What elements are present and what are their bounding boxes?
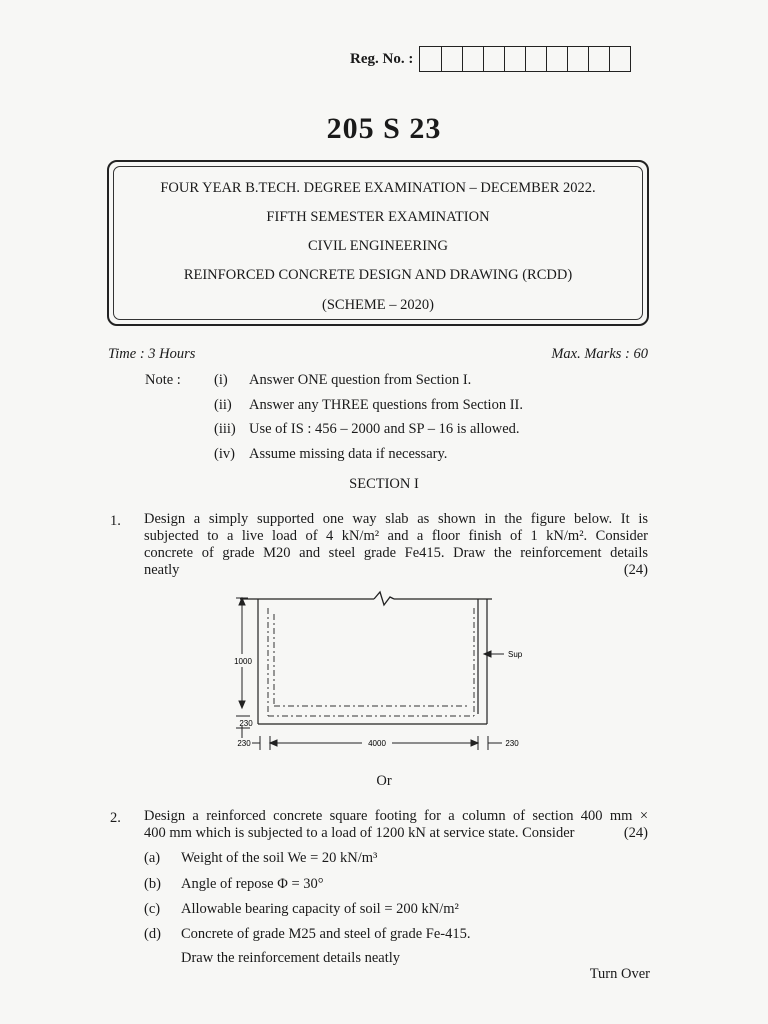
question-2-item-num: (b): [144, 876, 161, 892]
question-1-number: 1.: [110, 513, 121, 529]
semester-title: FIFTH SEMESTER EXAMINATION: [266, 209, 490, 225]
max-marks: Max. Marks : 60: [551, 346, 648, 362]
reg-box: [567, 47, 588, 71]
question-2-item-num: (c): [144, 901, 161, 917]
question-1-text: [144, 511, 648, 579]
reg-box: [420, 47, 441, 71]
time-allowed: Time : 3 Hours: [108, 346, 196, 362]
reg-box: [441, 47, 462, 71]
question-2-item-text: Angle of repose Φ = 30°: [181, 876, 324, 892]
section-heading: SECTION I: [349, 476, 419, 492]
subject-title: REINFORCED CONCRETE DESIGN AND DRAWING (RCDD): [183, 267, 573, 283]
reg-box: [546, 47, 567, 71]
note-item-num: (i): [214, 372, 228, 388]
slab-figure: [222, 588, 542, 764]
exam-title: FOUR YEAR B.TECH. DEGREE EXAMINATION – DECEMBER 2022.: [160, 180, 596, 196]
slab-inner-dashed: [268, 608, 474, 716]
note-item-num: (iii): [214, 421, 236, 437]
note-item-num: (ii): [214, 397, 232, 413]
question-2-line: 400 mm which is subjected to a load of 1200 kN at service state. Consider: [144, 825, 575, 841]
question-2-marks: (24): [623, 825, 648, 841]
question-2-item-text: Weight of the soil We = 20 kN/m³: [181, 850, 378, 866]
note-label: Note :: [145, 372, 181, 388]
turn-over: Turn Over: [589, 966, 650, 982]
question-2-closing: Draw the reinforcement details neatly: [181, 950, 401, 966]
reg-box: [588, 47, 609, 71]
reg-box: [483, 47, 504, 71]
slab-walls: [258, 599, 487, 724]
question-2-text: [144, 808, 648, 842]
question-1-line: Design a simply supported one way slab as shown in the figure below. It is: [144, 511, 648, 527]
dim-bottom-right-label: 230: [505, 739, 519, 748]
note-item-text: Assume missing data if necessary.: [249, 446, 448, 462]
or-divider: Or: [376, 773, 392, 789]
reg-box: [504, 47, 525, 71]
reg-boxes: [419, 46, 631, 72]
reg-label: Reg. No. :: [350, 50, 414, 67]
note-item-text: Answer any THREE questions from Section II.: [249, 397, 523, 413]
paper-code: 205 S 23: [326, 112, 442, 145]
branch-title: CIVIL ENGINEERING: [307, 238, 448, 254]
note-item-num: (iv): [214, 446, 235, 462]
slab-top-line: [240, 592, 492, 605]
question-2-item-num: (d): [144, 926, 161, 942]
question-1-marks: (24): [623, 562, 648, 578]
dim-left-support-label: 230: [239, 719, 253, 728]
question-2-line: Design a reinforced concrete square footing for a column of section 400 mm ×: [144, 808, 648, 824]
question-1-line: neatly: [144, 562, 180, 578]
question-2-item-num: (a): [144, 850, 161, 866]
support-label: Sup: [508, 650, 523, 659]
question-2-item-text: Concrete of grade M25 and steel of grade Fe-415.: [181, 926, 471, 942]
note-item-text: Use of IS : 456 – 2000 and SP – 16 is allowed.: [249, 421, 520, 437]
dim-left-height-label: 1000: [234, 657, 252, 666]
reg-box: [525, 47, 546, 71]
question-2-number: 2.: [110, 810, 121, 826]
question-1-line: subjected to a live load of 4 kN/m² and a floor finish of 1 kN/m². Consider: [144, 528, 648, 544]
reg-number-field: [350, 46, 631, 72]
question-2-item-text: Allowable bearing capacity of soil = 200 kN/m²: [181, 901, 459, 917]
dim-bottom-span-label: 4000: [368, 739, 386, 748]
reg-box: [609, 47, 630, 71]
dim-bottom-left-label: 230: [237, 739, 251, 748]
note-item-text: Answer ONE question from Section I.: [249, 372, 472, 388]
dim-left-height-line: [236, 598, 248, 708]
scheme-title: (SCHEME – 2020): [322, 297, 434, 313]
reg-box: [462, 47, 483, 71]
question-1-line: concrete of grade M20 and steel grade Fe415. Draw the reinforcement details: [144, 545, 648, 561]
